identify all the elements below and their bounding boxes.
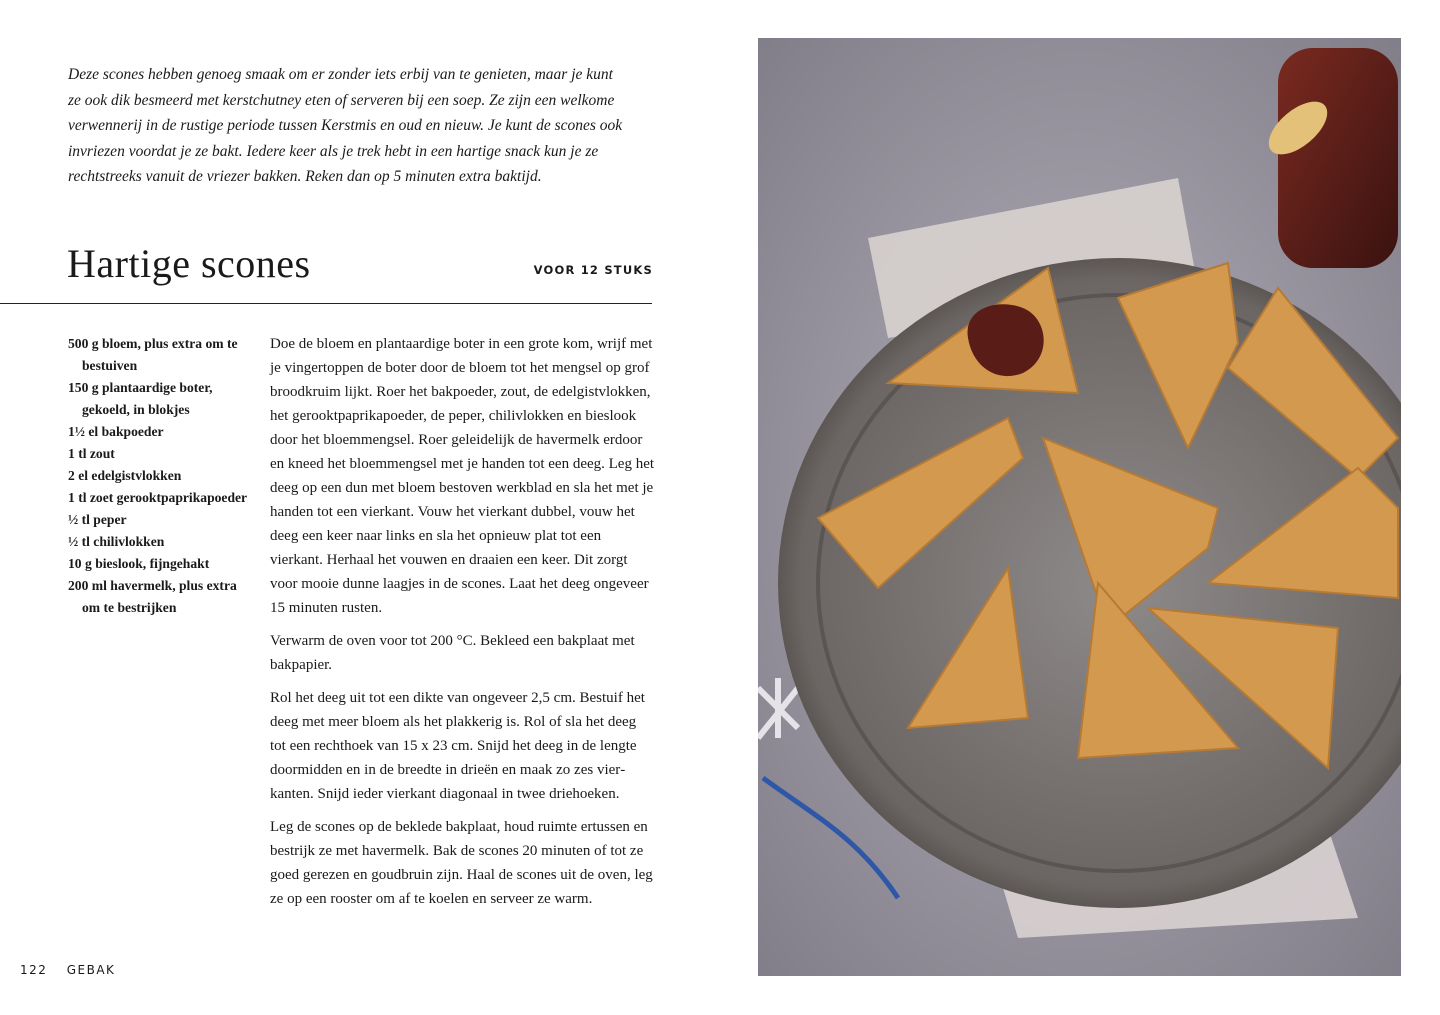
method-text [270, 332, 655, 920]
method-step: Verwarm de oven voor tot 200 °C. Bekleed een bakplaat met bakpapier. [270, 633, 635, 673]
chutney-jar [1260, 48, 1398, 268]
method-step: Leg de scones op de beklede bakplaat, houd ruimte ertussen en bestrijk ze met havermelk. Bak de scones 20 minuten of tot ze goed gerezen en goudbruin zijn. Haal de scones uit de oven, leg ze op een rooster om af te koelen en serveer ze warm. [270, 819, 653, 907]
method-step: Doe de bloem en plantaardige boter in een grote kom, wrijf met je vingertoppen de boter door de bloem tot het mengsel op grof broodkruim lijkt. Roer het bakpoeder, zout, de edelgistvlokken, het gerooktpaprikapoeder, de peper, chilivlokken en bieslook door het bloemmengsel. Roer geleidelijk de havermelk erdoor en kneed het bloemmengsel met je handen tot een deeg. Leg het deeg op een dun met bloem bestoven werkblad en sla het met je handen tot een vierkant. Vouw het vierkant dubbel, vouw het deeg een keer naar links en sla het opnieuw plat tot een vierkant. Herhaal het vouwen en draaien een keer. Dit zorgt voor mooie dunne laagjes in de scones. Laat het deeg ongeveer 15 minuten rusten. [270, 336, 655, 616]
intro-text: Deze scones hebben genoeg smaak om er zonder iets erbij van te genieten, maar je kunt ze ook dik besmeerd met kerstchutney eten of serveren bij een soep. Ze zijn een welkome verwennerij in de rustige periode tussen Kerstmis en oud en nieuw. Je kunt de scones ook invriezen voordat je ze bakt. Iedere keer als je trek hebt in een hartige snack kun je ze rechtstreeks vanuit de vriezer bakken. Reken dan op 5 minuten extra baktijd. [68, 66, 623, 185]
ingredient-item: ½ tl chilivlokken [68, 534, 165, 549]
title-divider [0, 303, 652, 304]
ingredient-item: 1½ el bakpoeder [68, 424, 164, 439]
ingredient-item: 1 tl zout [68, 446, 115, 461]
ingredient-item: 200 ml havermelk, plus extra om te bestrijken [68, 578, 237, 615]
ingredient-item: 1 tl zoet gerooktpaprikapoeder [68, 490, 248, 505]
section-name: GEBAK [66, 963, 116, 977]
recipe-title: Hartige scones [67, 241, 311, 286]
ingredient-item: 150 g plantaardige boter, gekoeld, in blokjes [68, 380, 213, 417]
ingredient-item: ½ tl peper [68, 512, 127, 527]
ingredient-item: 2 el edelgistvlokken [68, 468, 182, 483]
page-footer [20, 963, 115, 977]
page-number: 122 [20, 963, 48, 977]
ingredient-list [68, 333, 253, 619]
servings-label: VOOR 12 STUKS [533, 263, 653, 277]
ingredient-item: 500 g bloem, plus extra om te bestuiven [68, 336, 238, 373]
ingredient-item: 10 g bieslook, fijngehakt [68, 556, 210, 571]
scones-photo [758, 38, 1401, 976]
method-step: Rol het deeg uit tot een dikte van ongeveer 2,5 cm. Bestuif het deeg met meer bloem als het plakkerig is. Rol of sla het deeg tot een rechthoek van 15 x 23 cm. Snijd het deeg in de lengte doormidden en in de breedte in drieën en maak zo zes vierkanten. Snijd ieder vierkant diagonaal in twee driehoeken. [270, 690, 645, 802]
